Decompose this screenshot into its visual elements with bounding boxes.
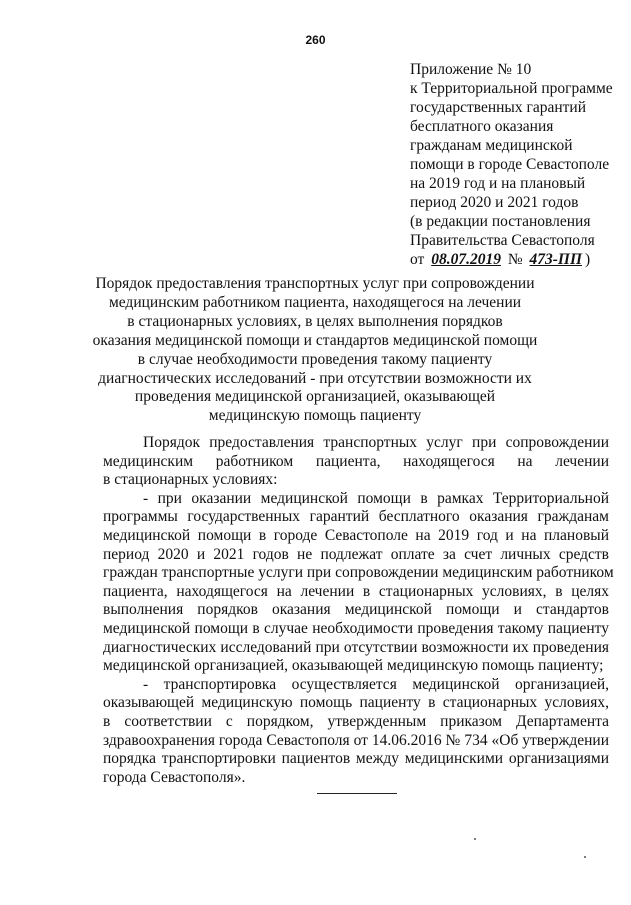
body-line: период 2020 и 2021 годов не подлежат оплате за счет личных средств xyxy=(103,545,609,563)
appendix-line: бесплатного оказания xyxy=(410,118,554,135)
end-separator-line xyxy=(317,793,397,794)
body-line: выполнения порядков оказания медицинской помощи и стандартов xyxy=(103,601,609,619)
body-line: программы государственных гарантий бесплатного оказания гражданам xyxy=(103,508,609,526)
handwritten-number: 473-ПП xyxy=(529,251,583,268)
appendix-line: к Территориальной программе xyxy=(410,80,613,97)
scan-speck xyxy=(584,856,586,858)
body-line: в стационарных условиях: xyxy=(103,471,278,489)
appendix-line: Приложение № 10 xyxy=(410,61,532,78)
body-line: - транспортировка осуществляется медицинской организацией, xyxy=(143,675,609,693)
body-line: здравоохранения города Севастополя от 14.06.2016 № 734 «Об утверждении xyxy=(103,731,609,749)
appendix-line: государственных гарантий xyxy=(410,99,586,116)
scan-speck xyxy=(474,838,476,840)
body-line: в соответствии с порядком, утвержденным приказом Департамента xyxy=(103,712,609,730)
body-line: граждан транспортные услуги при сопровождении медицинским работником xyxy=(103,564,614,582)
appendix-line: помощи в городе Севастополе xyxy=(410,156,610,173)
appendix-date-number-line xyxy=(410,250,625,269)
title-line: медицинскую помощь пациенту xyxy=(208,407,422,425)
body-line: медицинской организацией, оказывающей медицинскую помощь пациенту; xyxy=(103,657,604,675)
body-text xyxy=(103,434,614,787)
title-line: в стационарных условиях, в целях выполнения порядков xyxy=(127,312,503,330)
from-label: от xyxy=(410,251,425,268)
body-line: медицинской помощи в случае необходимости проведения такому пациенту xyxy=(103,619,609,637)
body-line: - при оказании медицинской помощи в рамках Территориальной xyxy=(143,489,609,507)
title-line: в случае необходимости проведения такому пациенту xyxy=(137,350,493,368)
body-line: диагностических исследований при отсутствии возможности их проведения xyxy=(103,638,609,656)
body-line: оказывающей медицинскую помощь пациенту в стационарных условиях, xyxy=(103,694,609,712)
body-line: Порядок предоставления транспортных услуг при сопровождении xyxy=(143,434,609,451)
handwritten-date: 08.07.2019 xyxy=(431,251,501,268)
body-line: медицинским работником пациента, находящегося на лечении xyxy=(103,452,609,470)
appendix-line: гражданам медицинской xyxy=(410,137,573,154)
title-line: проведения медицинской организацией, оказывающей xyxy=(134,388,496,406)
appendix-line: Правительства Севастополя xyxy=(410,232,595,249)
body-line: медицинской помощи в городе Севастополе на 2019 год и на плановый xyxy=(103,526,609,544)
title-line: оказания медицинской помощи и стандартов медицинской помощи xyxy=(92,331,538,349)
appendix-line: на 2019 год и на плановый xyxy=(410,175,586,192)
appendix-line: (в редакции постановления xyxy=(410,213,591,230)
document-title xyxy=(80,275,550,426)
appendix-line: период 2020 и 2021 годов xyxy=(410,194,579,211)
body-line: пациента, находящегося на лечении в стационарных условиях, в целях xyxy=(103,582,609,600)
appendix-header xyxy=(410,60,625,269)
number-label: № xyxy=(507,251,523,268)
body-line: города Севастополя». xyxy=(103,768,246,786)
closing-paren: ) xyxy=(585,251,591,268)
body-line: порядка транспортировки пациентов между медицинскими организациями xyxy=(103,750,609,768)
page-number: 260 xyxy=(305,33,326,47)
title-line: Порядок предоставления транспортных услуг при сопровождении xyxy=(95,275,535,292)
title-line: медицинским работником пациента, находящегося на лечении xyxy=(108,293,522,311)
title-line: диагностических исследований - при отсутствии возможности их xyxy=(98,369,532,387)
